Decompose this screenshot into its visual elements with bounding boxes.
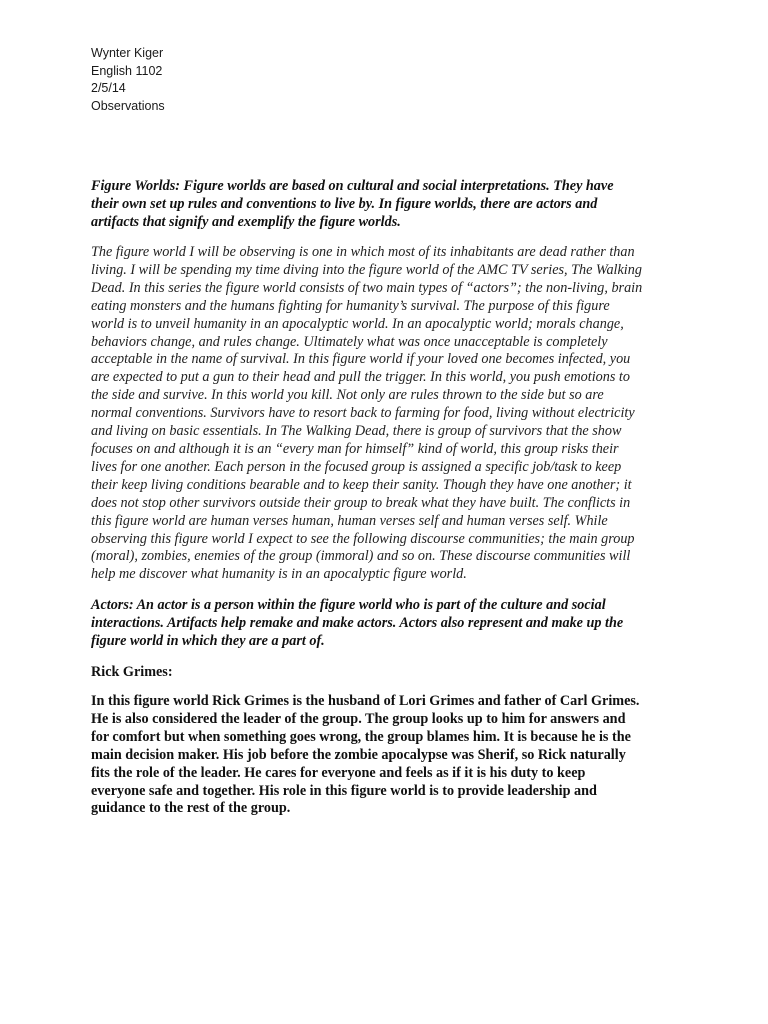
- text-line: artifacts that signify and exemplify the figure worlds.: [91, 213, 401, 230]
- text-line: observing this figure world I expect to see the following discourse communities; the main group: [91, 530, 635, 547]
- text-line: Actors: An actor is a person within the figure world who is part of the culture and social: [91, 597, 606, 613]
- text-line: world is to unveil humanity in an apocalyptic world. In an apocalyptic world; morals change,: [91, 315, 624, 332]
- text-line: fits the role of the leader. He cares for everyone and feels as if it is his duty to keep: [91, 764, 586, 781]
- course-name: English 1102: [91, 63, 163, 78]
- text-line: their keep living conditions bearable and to keep their sanity. Though they have one another; it: [91, 476, 632, 493]
- text-line: (moral), zombies, enemies of the group (immoral) and so on. These discourse communities will: [91, 548, 631, 565]
- text-line: interactions. Artifacts help remake and make actors. Actors also represent and make up the: [91, 614, 624, 631]
- text-line: for comfort but when something goes wrong, the group blames him. It is because he is the: [91, 728, 631, 745]
- text-line: figure world in which they are a part of.: [91, 632, 325, 649]
- document-title: Observations: [91, 98, 165, 113]
- text-line: everyone safe and together. His role in this figure world is to provide leadership and: [91, 782, 597, 799]
- document-date: 2/5/14: [91, 81, 126, 95]
- text-line: their own set up rules and conventions to live by. In figure worlds, there are actors and: [91, 195, 598, 212]
- text-line: Dead. In this series the figure world consists of two main types of “actors”; the non-living, brain: [91, 279, 643, 296]
- text-line: the side and survive. In this world you kill. Not only are rules thrown to the side but so are: [91, 387, 604, 404]
- text-line: this figure world are human verses human, human verses self and human verses self. While: [91, 512, 608, 529]
- text-line: behaviors change, and rules change. Ultimately what was once unacceptable is completely: [91, 333, 608, 350]
- rick-grimes-heading: [91, 664, 679, 682]
- text-line: lives for one another. Each person in the focused group is assigned a specific job/task to keep: [91, 458, 622, 475]
- text-line: He is also considered the leader of the group. The group looks up to him for answers and: [91, 710, 626, 727]
- text-line: main decision maker. His job before the zombie apocalypse was Sherif, so Rick naturally: [91, 746, 626, 763]
- document-header: [91, 45, 165, 115]
- text-line: and living on basic essentials. In The Walking Dead, there is group of survivors that the show: [91, 423, 622, 440]
- rick-grimes-paragraph: [91, 693, 679, 818]
- text-line: normal conventions. Survivors have to resort back to farming for food, living without electricity: [91, 405, 635, 422]
- text-line: The figure world I will be observing is one in which most of its inhabitants are dead rather than: [91, 244, 635, 260]
- text-line: does not stop other survivors outside their group to break what they have built. The conflicts in: [91, 494, 631, 511]
- text-line: In this figure world Rick Grimes is the husband of Lori Grimes and father of Carl Grimes.: [91, 693, 640, 709]
- text-line: eating monsters and the humans fighting for humanity’s survival. The purpose of this figure: [91, 297, 610, 314]
- text-line: living. I will be spending my time diving into the figure world of the AMC TV series, The Walking: [91, 261, 642, 278]
- section-heading: Rick Grimes:: [91, 664, 173, 680]
- text-line: are expected to put a gun to their head and pull the trigger. In this world, you push emotions to: [91, 369, 630, 386]
- observation-paragraph: [91, 244, 679, 584]
- text-line: acceptable in the name of survival. In this figure world if your loved one becomes infected, you: [91, 351, 631, 368]
- text-line: help me discover what humanity is in an apocalyptic figure world.: [91, 566, 467, 583]
- text-line: Figure Worlds: Figure worlds are based on cultural and social interpretations. They have: [91, 178, 614, 194]
- author-name: Wynter Kiger: [91, 46, 164, 60]
- actors-definition: [91, 597, 679, 651]
- figure-worlds-definition: [91, 178, 679, 232]
- text-line: guidance to the rest of the group.: [91, 800, 291, 817]
- text-line: focuses on and although it is an “every man for himself” kind of world, this group risks their: [91, 440, 619, 457]
